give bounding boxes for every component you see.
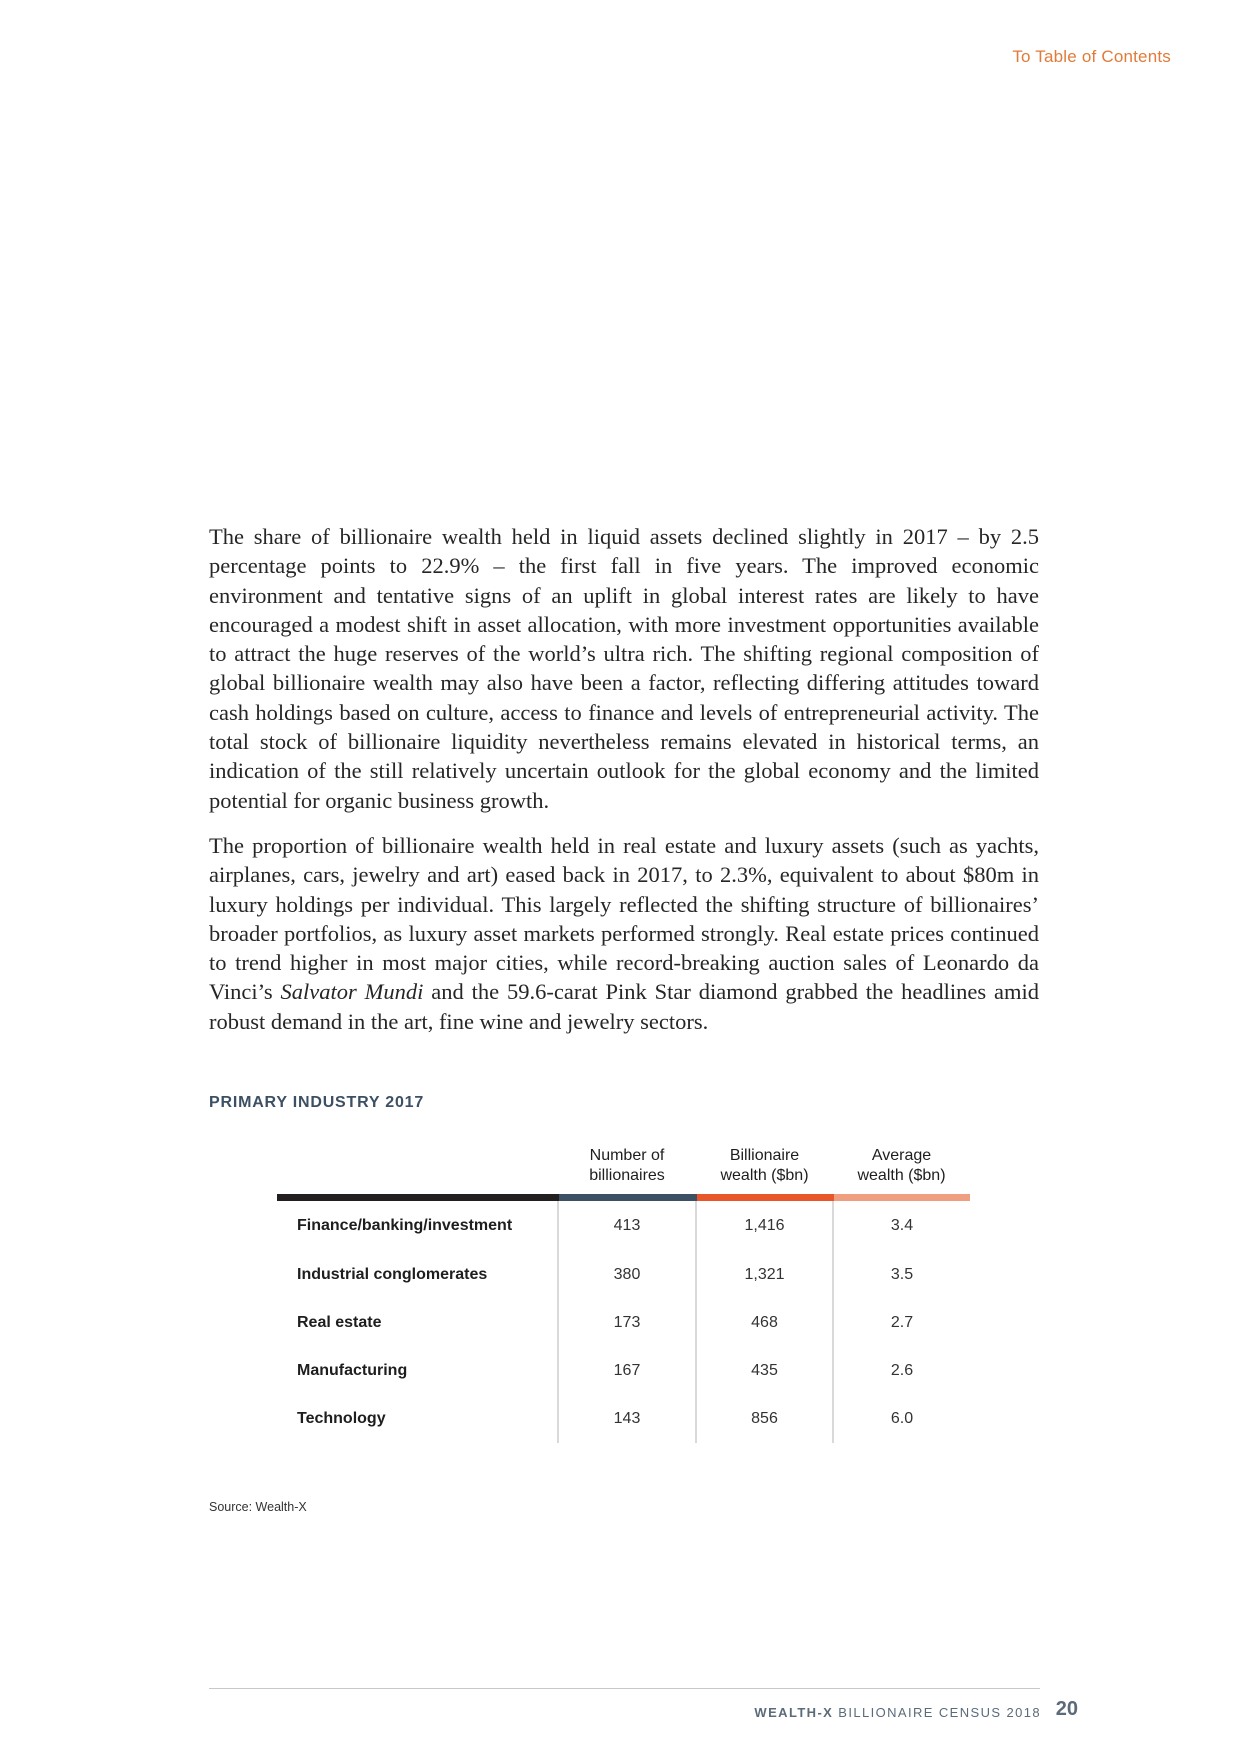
table-of-contents-link[interactable]: To Table of Contents <box>1012 47 1171 66</box>
paragraph-real-estate-luxury <box>209 831 1039 1036</box>
primary-industry-table <box>277 1146 970 1443</box>
billionaire-wealth-value: 468 <box>696 1299 833 1347</box>
number-of-billionaires-value: 413 <box>558 1198 696 1252</box>
table-row <box>277 1347 970 1395</box>
average-wealth-value: 6.0 <box>890 1410 914 1427</box>
average-wealth-value: 2.6 <box>890 1362 914 1379</box>
number-of-billionaires-value: 143 <box>558 1395 696 1443</box>
header-number-line2: billionaires <box>589 1167 665 1184</box>
billionaire-wealth-value: 1,416 <box>696 1198 833 1252</box>
number-of-billionaires-value: 173 <box>558 1299 696 1347</box>
average-wealth-value: 3.5 <box>890 1266 914 1283</box>
footer-title: BILLIONAIRE CENSUS 2018 <box>838 1705 1041 1720</box>
footer-publication <box>754 1705 1041 1720</box>
header-number-line1: Number of <box>589 1147 665 1164</box>
source-note: Source: Wealth-X <box>209 1500 307 1514</box>
paragraph-2-text-a: The proportion of billionaire wealth held in real estate and luxury assets (such as yachts, airplanes, cars, jewelry and art) eased back in 2017, to 2.3%, equivalent to about $80m in luxury holdings per individual. This largely reflected the shifting structure of billionaires’ broader portfolios, as luxury asset markets performed strongly. Real estate prices continued to trend higher in most major cities, while record-breaking auction sales of Leonardo da Vinci’s <box>209 832 1039 1005</box>
page-number: 20 <box>1055 1698 1078 1720</box>
body-text <box>209 522 1039 1052</box>
average-wealth-value: 3.4 <box>890 1217 914 1234</box>
artwork-title: Salvator Mundi <box>280 979 424 1005</box>
header-billionaire-wealth <box>696 1146 833 1198</box>
table-row <box>277 1251 970 1299</box>
table-title: PRIMARY INDUSTRY 2017 <box>209 1094 425 1111</box>
number-of-billionaires-value: 167 <box>558 1347 696 1395</box>
table-header-row <box>277 1146 970 1198</box>
header-industry <box>277 1146 558 1198</box>
billionaire-wealth-value: 1,321 <box>696 1251 833 1299</box>
footer-divider <box>209 1688 1040 1689</box>
industry-name: Real estate <box>277 1299 558 1347</box>
paragraph-2-text-b: and the 59.6-carat Pink Star diamond grabbed the headlines amid robust demand in the art, fine wine and jewelry sectors. <box>209 979 1039 1034</box>
industry-name: Finance/banking/investment <box>277 1198 558 1252</box>
table-row <box>277 1299 970 1347</box>
header-number-of-billionaires <box>558 1146 696 1198</box>
table-row <box>277 1395 970 1443</box>
industry-name: Manufacturing <box>277 1347 558 1395</box>
average-wealth-value: 2.7 <box>890 1314 914 1331</box>
paragraph-liquid-assets: The share of billionaire wealth held in liquid assets declined slightly in 2017 – by 2.5 percentage points to 22.9% – the first fall in five years. The improved economic environment and tentative signs of an uplift in global interest rates are likely to have encouraged a modest shift in asset allocation, with more investment opportunities available to attract the huge reserves of the world’s ultra rich. The shifting regional composition of global billionaire wealth may also have been a factor, reflecting differing attitudes toward cash holdings based on culture, access to finance and levels of entrepreneurial activity. The total stock of billionaire liquidity nevertheless remains elevated in historical terms, an indication of the still relatively uncertain outlook for the global economy and the limited potential for organic business growth. <box>209 524 1039 813</box>
footer-brand: WEALTH-X <box>754 1705 834 1720</box>
header-average-line1: Average <box>871 1147 932 1164</box>
header-wealth-line1: Billionaire <box>729 1147 800 1164</box>
table-row <box>277 1198 970 1252</box>
industry-name: Industrial conglomerates <box>277 1251 558 1299</box>
billionaire-wealth-value: 856 <box>696 1395 833 1443</box>
billionaire-wealth-value: 435 <box>696 1347 833 1395</box>
header-average-wealth <box>833 1146 970 1198</box>
header-wealth-line2: wealth ($bn) <box>720 1167 809 1184</box>
header-average-line2: wealth ($bn) <box>857 1167 946 1184</box>
industry-name: Technology <box>277 1395 558 1443</box>
number-of-billionaires-value: 380 <box>558 1251 696 1299</box>
